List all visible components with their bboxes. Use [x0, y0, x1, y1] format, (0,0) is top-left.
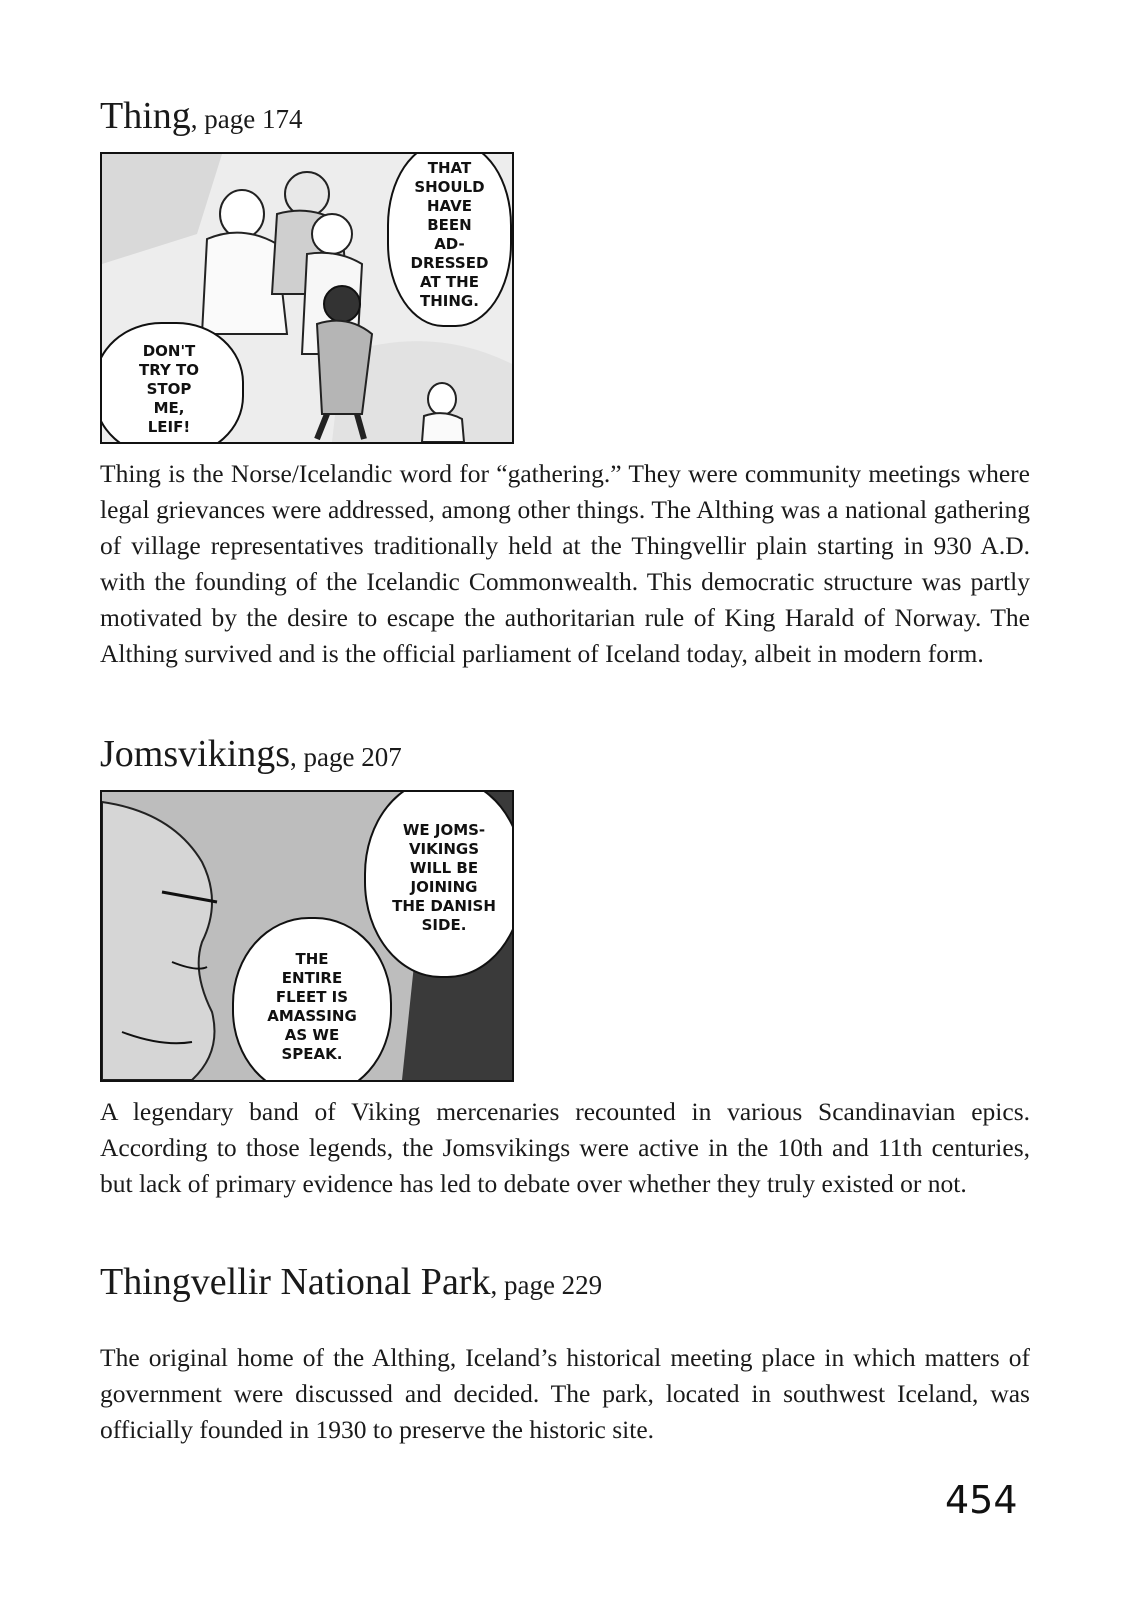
manga-panel-jomsvikings	[100, 790, 514, 1082]
entry-heading-thingvellir	[100, 1260, 602, 1307]
speech-bubble	[100, 322, 244, 444]
entry-heading-thing	[100, 94, 303, 141]
entry-title: Thing	[100, 95, 191, 137]
speech-text: THAT SHOULD HAVE BEEN AD- DRESSED AT THE THING.	[410, 158, 489, 310]
speech-bubble	[387, 152, 512, 327]
speech-text: DON'T TRY TO STOP ME, LEIF!	[138, 342, 200, 436]
speech-text: WE JOMS- VIKINGS WILL BE JOINING THE DANISH SIDE.	[392, 821, 496, 934]
entry-title: Jomsvikings	[100, 733, 291, 775]
entry-page-ref: , page 229	[490, 1270, 603, 1300]
entry-title: Thingvellir National Park	[100, 1261, 491, 1303]
entry-page-ref: , page 207	[290, 742, 402, 772]
speech-bubble	[364, 790, 514, 978]
manga-panel-thing	[100, 152, 514, 444]
page-number: 454	[945, 1478, 1018, 1522]
entry-heading-jomsvikings	[100, 732, 402, 779]
entry-page-ref: , page 174	[190, 104, 303, 134]
entry-body: The original home of the Althing, Iceland’s historical meeting place in which matters of government were discussed and decided. The park, located in southwest Iceland, was officially founded in 1930 to preserve the historic site.	[100, 1343, 1030, 1444]
entry-body: A legendary band of Viking mercenaries recounted in various Scandinavian epics. According to those legends, the Jomsvikings were active in the 10th and 11th centuries, but lack of primary evidence has led to debate over whether they truly existed or not.	[100, 1097, 1030, 1198]
speech-text: THE ENTIRE FLEET IS AMASSING AS WE SPEAK.	[267, 950, 357, 1063]
speech-bubble	[232, 917, 392, 1082]
entry-body: Thing is the Norse/Icelandic word for “gathering.” They were community meetings where legal grievances were addressed, among other things. The Althing was a national gathering of village representatives traditionally held at the Thingvellir plain starting in 930 A.D. with the founding of the Icelandic Commonwealth. This democratic structure was partly motivated by the desire to escape the authoritarian rule of King Harald of Norway. The Althing survived and is the official parliament of Iceland today, albeit in modern form.	[100, 459, 1030, 668]
